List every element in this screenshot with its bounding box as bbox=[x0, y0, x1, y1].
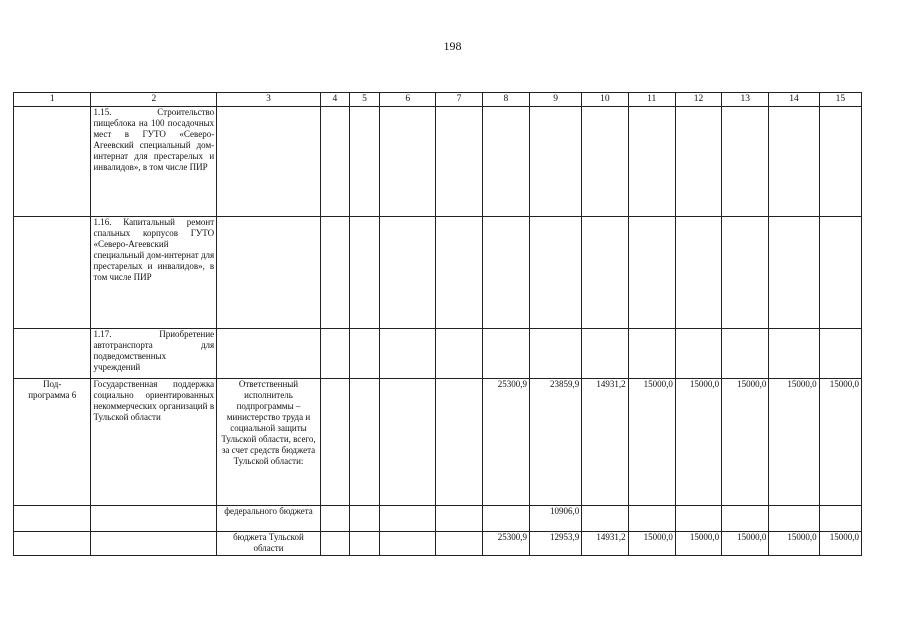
header-cell: 15 bbox=[819, 93, 861, 107]
table-row bbox=[14, 107, 862, 217]
value-cell bbox=[628, 506, 675, 532]
value-cell bbox=[482, 107, 529, 217]
value-cell bbox=[819, 329, 861, 379]
table-row bbox=[14, 532, 862, 556]
value-cell bbox=[380, 217, 436, 329]
value-cell: 25300,9 bbox=[482, 379, 529, 506]
value-cell: 15000,0 bbox=[675, 379, 721, 506]
header-cell: 12 bbox=[675, 93, 721, 107]
header-cell: 5 bbox=[349, 93, 379, 107]
table-row bbox=[14, 217, 862, 329]
value-cell bbox=[349, 506, 379, 532]
value-cell bbox=[482, 329, 529, 379]
value-cell bbox=[436, 532, 482, 556]
value-cell bbox=[530, 329, 582, 379]
header-cell: 3 bbox=[217, 93, 321, 107]
value-cell bbox=[380, 107, 436, 217]
subprogram-label-line: программа 6 bbox=[28, 390, 77, 400]
value-cell bbox=[582, 107, 628, 217]
value-cell: 15000,0 bbox=[769, 379, 819, 506]
value-cell bbox=[349, 329, 379, 379]
program-cell bbox=[14, 217, 91, 329]
funding-source-cell: бюджета Тульской области bbox=[217, 532, 321, 556]
value-cell bbox=[769, 107, 819, 217]
value-cell: 15000,0 bbox=[769, 532, 819, 556]
value-cell bbox=[628, 217, 675, 329]
value-cell bbox=[722, 107, 769, 217]
executor-cell bbox=[217, 329, 321, 379]
value-cell: 15000,0 bbox=[628, 532, 675, 556]
value-cell bbox=[675, 217, 721, 329]
value-cell bbox=[436, 107, 482, 217]
value-cell: 15000,0 bbox=[722, 532, 769, 556]
value-cell bbox=[722, 217, 769, 329]
value-cell: 10906,0 bbox=[530, 506, 582, 532]
subprogram-label bbox=[14, 379, 91, 506]
value-cell bbox=[819, 107, 861, 217]
value-cell: 14931,2 bbox=[582, 379, 628, 506]
value-cell: 15000,0 bbox=[722, 379, 769, 506]
value-cell: 23859,9 bbox=[530, 379, 582, 506]
table-row bbox=[14, 329, 862, 379]
funding-source-cell: федерального бюджета bbox=[217, 506, 321, 532]
value-cell bbox=[819, 217, 861, 329]
header-cell: 6 bbox=[380, 93, 436, 107]
value-cell: 15000,0 bbox=[628, 379, 675, 506]
value-cell bbox=[675, 107, 721, 217]
value-cell: 12953,9 bbox=[530, 532, 582, 556]
program-table bbox=[13, 92, 862, 556]
value-cell: 15000,0 bbox=[819, 379, 861, 506]
value-cell bbox=[380, 329, 436, 379]
measure-description: 1.16. Капитальный ремонт спальных корпусов ГУТО «Северо-Агеевский специальный дом-интернат для престарелых и инвалидов», в том числе ПИР bbox=[91, 217, 217, 329]
program-cell bbox=[14, 532, 91, 556]
measure-description bbox=[91, 532, 217, 556]
value-cell bbox=[349, 217, 379, 329]
value-cell bbox=[675, 506, 721, 532]
value-cell bbox=[722, 506, 769, 532]
measure-description: 1.17. Приобретение автотранспорта для подведомственных учреждений bbox=[91, 329, 217, 379]
header-cell: 4 bbox=[320, 93, 349, 107]
value-cell bbox=[380, 532, 436, 556]
executor-cell: Ответственный исполнитель подпрограммы – министерство труда и социальной защиты Тульской области, всего, за счет средств бюджета Тульской области: bbox=[217, 379, 321, 506]
value-cell: 15000,0 bbox=[675, 532, 721, 556]
value-cell bbox=[769, 329, 819, 379]
table-row bbox=[14, 506, 862, 532]
value-cell: 25300,9 bbox=[482, 532, 529, 556]
value-cell bbox=[380, 379, 436, 506]
value-cell bbox=[436, 506, 482, 532]
executor-cell bbox=[217, 107, 321, 217]
value-cell bbox=[582, 329, 628, 379]
value-cell: 14931,2 bbox=[582, 532, 628, 556]
executor-cell bbox=[217, 217, 321, 329]
value-cell bbox=[482, 217, 529, 329]
value-cell bbox=[722, 329, 769, 379]
header-cell: 14 bbox=[769, 93, 819, 107]
value-cell bbox=[628, 107, 675, 217]
measure-description bbox=[91, 506, 217, 532]
value-cell bbox=[320, 329, 349, 379]
value-cell: 15000,0 bbox=[819, 532, 861, 556]
measure-description: 1.15. Строительство пищеблока на 100 посадочных мест в ГУТО «Северо-Агеевский специальный дом-интернат для престарелых и инвалидов», в том числе ПИР bbox=[91, 107, 217, 217]
subprogram-label-line: Под- bbox=[43, 379, 62, 389]
value-cell bbox=[320, 107, 349, 217]
header-cell: 11 bbox=[628, 93, 675, 107]
value-cell bbox=[349, 532, 379, 556]
value-cell bbox=[482, 506, 529, 532]
value-cell bbox=[530, 217, 582, 329]
header-cell: 10 bbox=[582, 93, 628, 107]
value-cell bbox=[819, 506, 861, 532]
header-row bbox=[14, 93, 862, 107]
header-cell: 13 bbox=[722, 93, 769, 107]
value-cell bbox=[320, 532, 349, 556]
value-cell bbox=[628, 329, 675, 379]
value-cell bbox=[320, 379, 349, 506]
page-number: 198 bbox=[443, 39, 462, 53]
value-cell bbox=[530, 107, 582, 217]
header-cell: 2 bbox=[91, 93, 217, 107]
value-cell bbox=[436, 217, 482, 329]
value-cell bbox=[349, 379, 379, 506]
header-cell: 9 bbox=[530, 93, 582, 107]
header-cell: 8 bbox=[482, 93, 529, 107]
subprogram-description: Государственная поддержка социально ориентированных некоммерческих организаций в Тульской области bbox=[91, 379, 217, 506]
header-cell: 1 bbox=[14, 93, 91, 107]
value-cell bbox=[582, 217, 628, 329]
header-cell: 7 bbox=[436, 93, 482, 107]
value-cell bbox=[769, 506, 819, 532]
value-cell bbox=[675, 329, 721, 379]
value-cell bbox=[582, 506, 628, 532]
program-cell bbox=[14, 329, 91, 379]
subprogram-row bbox=[14, 379, 862, 506]
value-cell bbox=[349, 107, 379, 217]
value-cell bbox=[436, 379, 482, 506]
value-cell bbox=[320, 506, 349, 532]
value-cell bbox=[320, 217, 349, 329]
value-cell bbox=[380, 506, 436, 532]
value-cell bbox=[769, 217, 819, 329]
program-cell bbox=[14, 107, 91, 217]
value-cell bbox=[436, 329, 482, 379]
program-cell bbox=[14, 506, 91, 532]
